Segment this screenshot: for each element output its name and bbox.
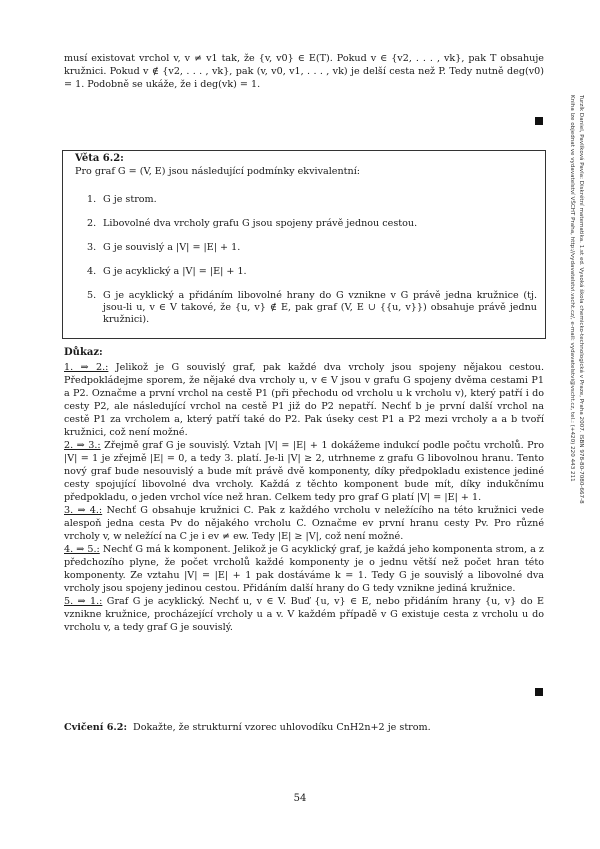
proof-part xyxy=(64,595,544,634)
proof-body xyxy=(64,361,544,634)
item-number: 1. xyxy=(87,194,97,205)
proof-part xyxy=(64,504,544,543)
side-note-line: Kniha lze objednat ve vydavatelství VŠCHT Praha, http://vydavatelstvi.vscht.cz/, e-mail: vydavatelstvi@vscht.cz, tel.: (+420) 220 443 211 xyxy=(569,95,576,482)
proof-part-label: 5. ⇒ 1.: xyxy=(64,596,103,607)
proof-part xyxy=(64,439,544,504)
proof-part-label: 3. ⇒ 4.: xyxy=(64,505,103,516)
end-of-proof-mark xyxy=(535,688,543,696)
end-of-proof-mark xyxy=(535,117,543,125)
proof-part-text: Nechť G obsahuje kružnici C. Pak z každého vrcholu v neležícího na této kružnici vede alespoň jedna cesta Pv do nějakého vrcholu C. Označme ev první hranu cesty Pv. Pro různé vrcholy v, w neležící na C je i ev ≠ ew. Tedy |E| ≥ |V|, což není možné. xyxy=(64,505,544,542)
top-paragraph: musí existovat vrchol v, v ≠ v1 tak, že {v, v0} ∈ E(T). Pokud v ∈ {v2, . . . , vk}, pak T obsahuje kružnici. Pokud v ∉ {v2, . . . , vk}, pak (v, v0, v1, . . . , vk) je delší cesta než P. Tedy nutně deg(v0) = 1. Podobně se ukáže, že i deg(vk) = 1. xyxy=(64,53,544,91)
proof-part-text: Jelikož je G souvislý graf, pak každé dva vrcholy jsou spojeny nějakou cestou. Předpokládejme sporem, že nějaké dva vrcholy u, v ∈ V jsou v grafu G spojeny dvěma cestami P1 a P2. Označme a první vrchol na cestě P1 (při přechodu od vrcholu u k vrcholu v), který patří i do cesty P2, ale následující vrchol na cestě P1 již do P2 nepatří. Nechť b je první další vrchol na cestě P1 za vrcholem a, který patří také do P2. Pak úseky cest P1 a P2 mezi vrcholy a a b tvoří kružnici, což není možné. xyxy=(64,362,544,438)
side-copyright-note xyxy=(555,95,585,655)
theorem-box xyxy=(62,150,546,339)
item-number: 5. xyxy=(87,290,97,301)
theorem-title: Věta 6.2: xyxy=(75,153,124,164)
proof-part-text: Graf G je acyklický. Nechť u, v ∈ V. Buď {u, v} ∈ E, nebo přidáním hrany {u, v} do E vznikne kružnice, procházející vrcholy u a v. V každém případě v G existuje cesta z vrcholu u do vrcholu v, a tedy graf G je souvislý. xyxy=(64,596,545,633)
item-number: 2. xyxy=(87,218,97,229)
item-number: 3. xyxy=(87,242,97,253)
proof-part-text: Zřejmě graf G je souvislý. Vztah |V| = |E| + 1 dokážeme indukcí podle počtu vrcholů. Pro |V| = 1 je zřejmě |E| = 0, a tedy 3. platí. Je-li |V| ≥ 2, utrhneme z grafu G libovolnou hranu. Tento nový graf bude nesouvislý a bude mít právě dvě komponenty, díky předpokladu existence jediné cesty spojující libovolné dva vrcholy. Každá z těchto komponent bude mít, díky indukčnímu předpokladu, o jeden vrchol více než hran. Celkem tedy pro graf G platí |V| = |E| + 1. xyxy=(64,440,544,503)
proof-heading: Důkaz: xyxy=(64,347,103,358)
theorem-item xyxy=(87,266,537,278)
item-text: G je acyklický a přidáním libovolné hrany do G vznikne v G právě jedna kružnice (tj. jsou-li u, v ∈ V takové, že {u, v} ∉ E, pak graf (V, E ∪ {{u, v}}) obsahuje právě jednu kružnici). xyxy=(103,290,537,325)
proof-part-label: 1. ⇒ 2.: xyxy=(64,362,109,373)
proof-part xyxy=(64,543,544,595)
theorem-item xyxy=(87,290,537,326)
item-text: G je souvislý a |V| = |E| + 1. xyxy=(103,242,241,253)
exercise xyxy=(64,722,431,733)
theorem-item xyxy=(87,242,537,254)
proof-part-label: 4. ⇒ 5.: xyxy=(64,544,100,555)
item-text: Libovolné dva vrcholy grafu G jsou spojeny právě jednou cestou. xyxy=(103,218,418,229)
theorem-intro: Pro graf G = (V, E) jsou následující podmínky ekvivalentní: xyxy=(75,166,360,177)
proof-part-text: Nechť G má k komponent. Jelikož je G acyklický graf, je každá jeho komponenta strom, a z předchozího plyne, že počet vrcholů každé komponenty je o jednu větší než počet hran této komponenty. Ze vztahu |V| = |E| + 1 pak dostáváme k = 1. Tedy G je souvislý a libovolné dva vrcholy jsou spojeny jedinou cestou. Přidáním další hrany do G tedy vznikne jediná kružnice. xyxy=(64,544,544,594)
theorem-item xyxy=(87,194,537,206)
item-number: 4. xyxy=(87,266,97,277)
page-number: 54 xyxy=(293,793,307,804)
exercise-text: Dokažte, že strukturní vzorec uhlovodíku CnH2n+2 je strom. xyxy=(133,722,431,733)
item-text: G je acyklický a |V| = |E| + 1. xyxy=(103,266,247,277)
theorem-item xyxy=(87,218,537,230)
proof-part xyxy=(64,361,544,439)
exercise-heading: Cvičení 6.2: xyxy=(64,722,127,733)
side-note-line: Turzík Daniel, Pavlíková Pavla: Diskrétní matematika. 1.st ed. Vysoká škola chemicko-technologická v Praze, Praha 2007. ISBN 978-80-7080-667-8 xyxy=(578,95,584,504)
proof-part-label: 2. ⇒ 3.: xyxy=(64,440,101,451)
item-text: G je strom. xyxy=(103,194,157,205)
